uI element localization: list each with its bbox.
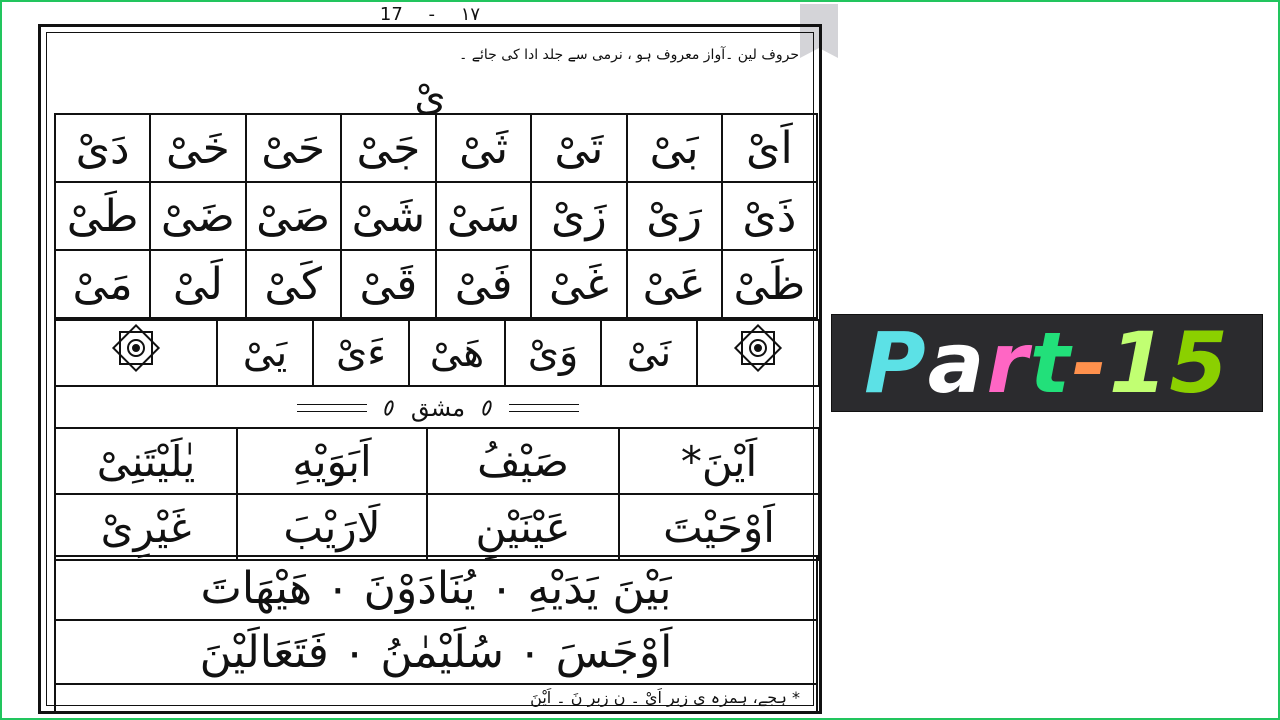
syllable-cell: طَیْ: [55, 182, 150, 250]
word-cell: یٰلَیْتَنِیْ: [55, 428, 237, 494]
table-row: [55, 114, 817, 182]
syllable-cell: ذَیْ: [722, 182, 817, 250]
practice-heading: [54, 387, 822, 429]
phrase-cell: بَیْنَ یَدَیْهِ ۰ یُنَادَوْنَ ۰ هَیْهَاتَ: [55, 556, 817, 620]
word-cell: اَوْحَیْتَ: [619, 494, 819, 560]
syllable-cell: خَیْ: [150, 114, 245, 182]
syllable-cell: قَیْ: [341, 250, 436, 318]
syllable-cell: ثَیْ: [436, 114, 531, 182]
table-row: [55, 182, 817, 250]
word-cell: عَیْنَیْنِ: [427, 494, 619, 560]
syllable-cell: کَیْ: [246, 250, 341, 318]
syllable-cell: تَیْ: [531, 114, 626, 182]
part-badge-letter: r: [986, 314, 1030, 412]
star-ornament-icon: [101, 322, 171, 374]
part-badge-letter: P: [864, 314, 928, 412]
table-row: [55, 250, 817, 318]
special-syllable-row: [54, 319, 820, 387]
syllable-cell: عَیْ: [627, 250, 722, 318]
syllable-cell: غَیْ: [531, 250, 626, 318]
syllable-cell: سَیْ: [436, 182, 531, 250]
syllable-cell: بَیْ: [627, 114, 722, 182]
word-cell: غَیْرِیْ: [55, 494, 237, 560]
syllable-cell: دَیْ: [55, 114, 150, 182]
table-row: [55, 556, 817, 620]
syllable-cell: وَیْ: [505, 320, 601, 386]
leaf-ornament-icon: [381, 398, 397, 418]
divider-line: [509, 404, 579, 412]
word-cell: اَبَوَیْهِ: [237, 428, 427, 494]
syllable-cell: مَیْ: [55, 250, 150, 318]
syllable-cell: زَیْ: [531, 182, 626, 250]
practice-phrase-grid: [54, 555, 818, 685]
syllable-cell: یَیْ: [217, 320, 313, 386]
table-row: [55, 320, 819, 386]
ornament-cell: [697, 320, 819, 386]
page-number-right: ١٧: [460, 4, 481, 25]
syllable-cell: رَیْ: [627, 182, 722, 250]
ornament-cell: [55, 320, 217, 386]
syllable-cell: ھَیْ: [409, 320, 505, 386]
page-number: [330, 4, 530, 25]
lesson-heading-letter: یْ: [414, 74, 446, 120]
phrase-cell: اَوْجَسَ ۰ سُلَیْمٰنُ ۰ فَتَعَالَیْنَ: [55, 620, 817, 684]
word-cell: صَیْفُ: [427, 428, 619, 494]
word-cell: اَیْنَ*: [619, 428, 819, 494]
part-badge-letter: a: [927, 314, 987, 412]
divider-line: [297, 404, 367, 412]
syllable-cell: لَیْ: [150, 250, 245, 318]
syllable-cell: اَیْ: [722, 114, 817, 182]
syllable-cell: ءَیْ: [313, 320, 409, 386]
syllable-grid: [54, 113, 818, 319]
instruction-note: حروف لین ۔آواز معروف ہو ، نرمی سے جلد ادا کی جائے ۔: [459, 47, 799, 63]
table-row: [55, 620, 817, 684]
page-number-left: 17: [379, 4, 403, 25]
syllable-cell: صَیْ: [246, 182, 341, 250]
practice-word-grid: [54, 427, 820, 561]
syllable-cell: ضَیْ: [150, 182, 245, 250]
part-badge-letter: 1: [1108, 314, 1170, 412]
lesson-page-inner: [46, 32, 814, 706]
syllable-cell: نَیْ: [601, 320, 697, 386]
syllable-cell: جَیْ: [341, 114, 436, 182]
page-number-dash: -: [428, 4, 436, 25]
practice-label: مشق: [410, 394, 466, 422]
syllable-cell: حَیْ: [246, 114, 341, 182]
part-badge-letter: t: [1029, 314, 1073, 412]
leaf-ornament-icon: [479, 398, 495, 418]
part-badge-letter: 5: [1169, 314, 1230, 412]
word-cell: لَارَیْبَ: [237, 494, 427, 560]
part-badge: [831, 314, 1263, 412]
table-row: [55, 494, 819, 560]
syllable-cell: ظَیْ: [722, 250, 817, 318]
lesson-page: [38, 24, 822, 714]
table-row: [55, 428, 819, 494]
part-badge-letter: -: [1072, 314, 1109, 412]
syllable-cell: شَیْ: [341, 182, 436, 250]
spelling-footnote: * ہجے، ہمزہ ی زبر اَیْ ۔ ن زبر نَ ۔ اَیْنَ: [54, 685, 818, 713]
star-ornament-icon: [723, 322, 793, 374]
syllable-cell: فَیْ: [436, 250, 531, 318]
